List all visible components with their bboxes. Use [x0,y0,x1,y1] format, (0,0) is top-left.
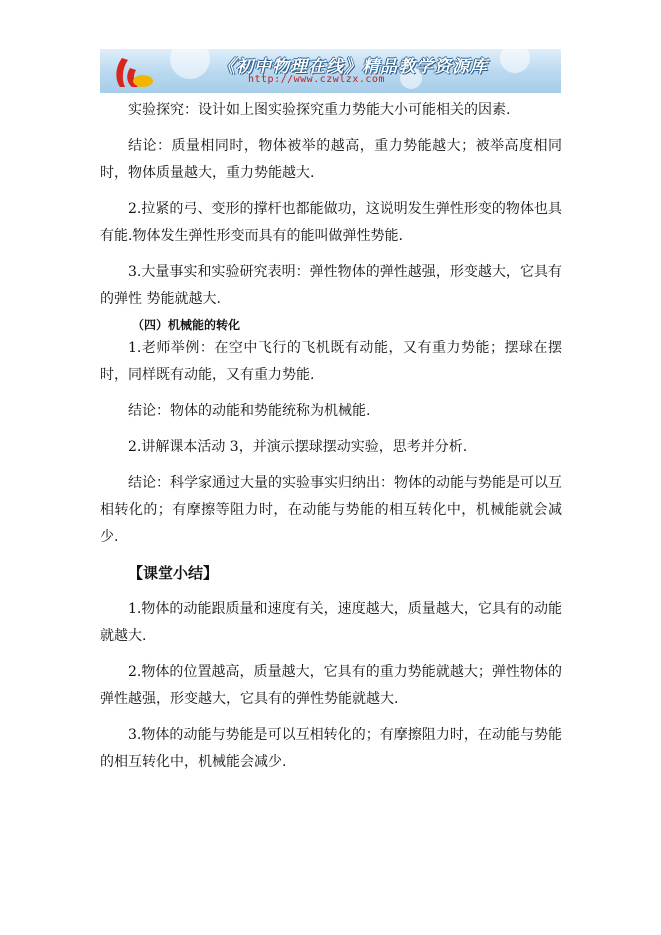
section-heading-mechanical-energy: （四）机械能的转化 [132,318,241,332]
paragraph-conclusion-gravity: 结论：质量相同时，物体被举的越高，重力势能越大；被举高度相同时，物体质量越大，重力势能越大. [100,138,562,181]
paragraph-activity: 2.讲解课本活动 3，并演示摆球摆动实验，思考并分析. [128,439,468,455]
paragraph-teacher-example: 1.老师举例：在空中飞行的飞机既有动能，又有重力势能；摆球在摆时，同样既有动能，又有重力势能. [100,340,562,383]
paragraph-experiment: 实验探究：设计如上图实验探究重力势能大小可能相关的因素. [128,102,511,118]
paragraph-elastic-facts: 3.大量事实和实验研究表明：弹性物体的弹性越强，形变越大，它具有的弹性 势能就越大. [100,264,562,307]
summary-item-2: 2.物体的位置越高，质量越大，它具有的重力势能就越大；弹性物体的弹性越强，形变越大，它具有的弹性势能就越大. [100,664,562,707]
decorative-bubble [170,49,210,79]
banner-url: http://www.czwlzx.com [248,74,385,85]
paragraph-conclusion-conversion: 结论：科学家通过大量的实验事实归纳出：物体的动能与势能是可以互相转化的；有摩擦等阻力时，在动能与势能的相互转化中，机械能就会减少. [100,475,562,545]
site-logo-icon [108,54,156,90]
paragraph-elastic-energy: 2.拉紧的弓、变形的撑杆也都能做功，这说明发生弹性形变的物体也具有能.物体发生弹性形变而具有的能叫做弹性势能. [100,201,562,244]
paragraph-conclusion-mechanical: 结论：物体的动能和势能统称为机械能. [128,403,371,419]
summary-item-1: 1.物体的动能跟质量和速度有关，速度越大，质量越大，它具有的动能就越大. [100,601,562,644]
summary-item-3: 3.物体的动能与势能是可以互相转化的；有摩擦阻力时，在动能与势能的相互转化中，机械能会减少. [100,727,562,770]
header-banner [100,49,561,93]
banner-title: 《初中物理在线》精品教学资源库 [218,57,488,77]
document-body [100,97,562,785]
section-heading-summary: 【课堂小结】 [128,564,219,582]
decorative-bubble [500,49,530,73]
